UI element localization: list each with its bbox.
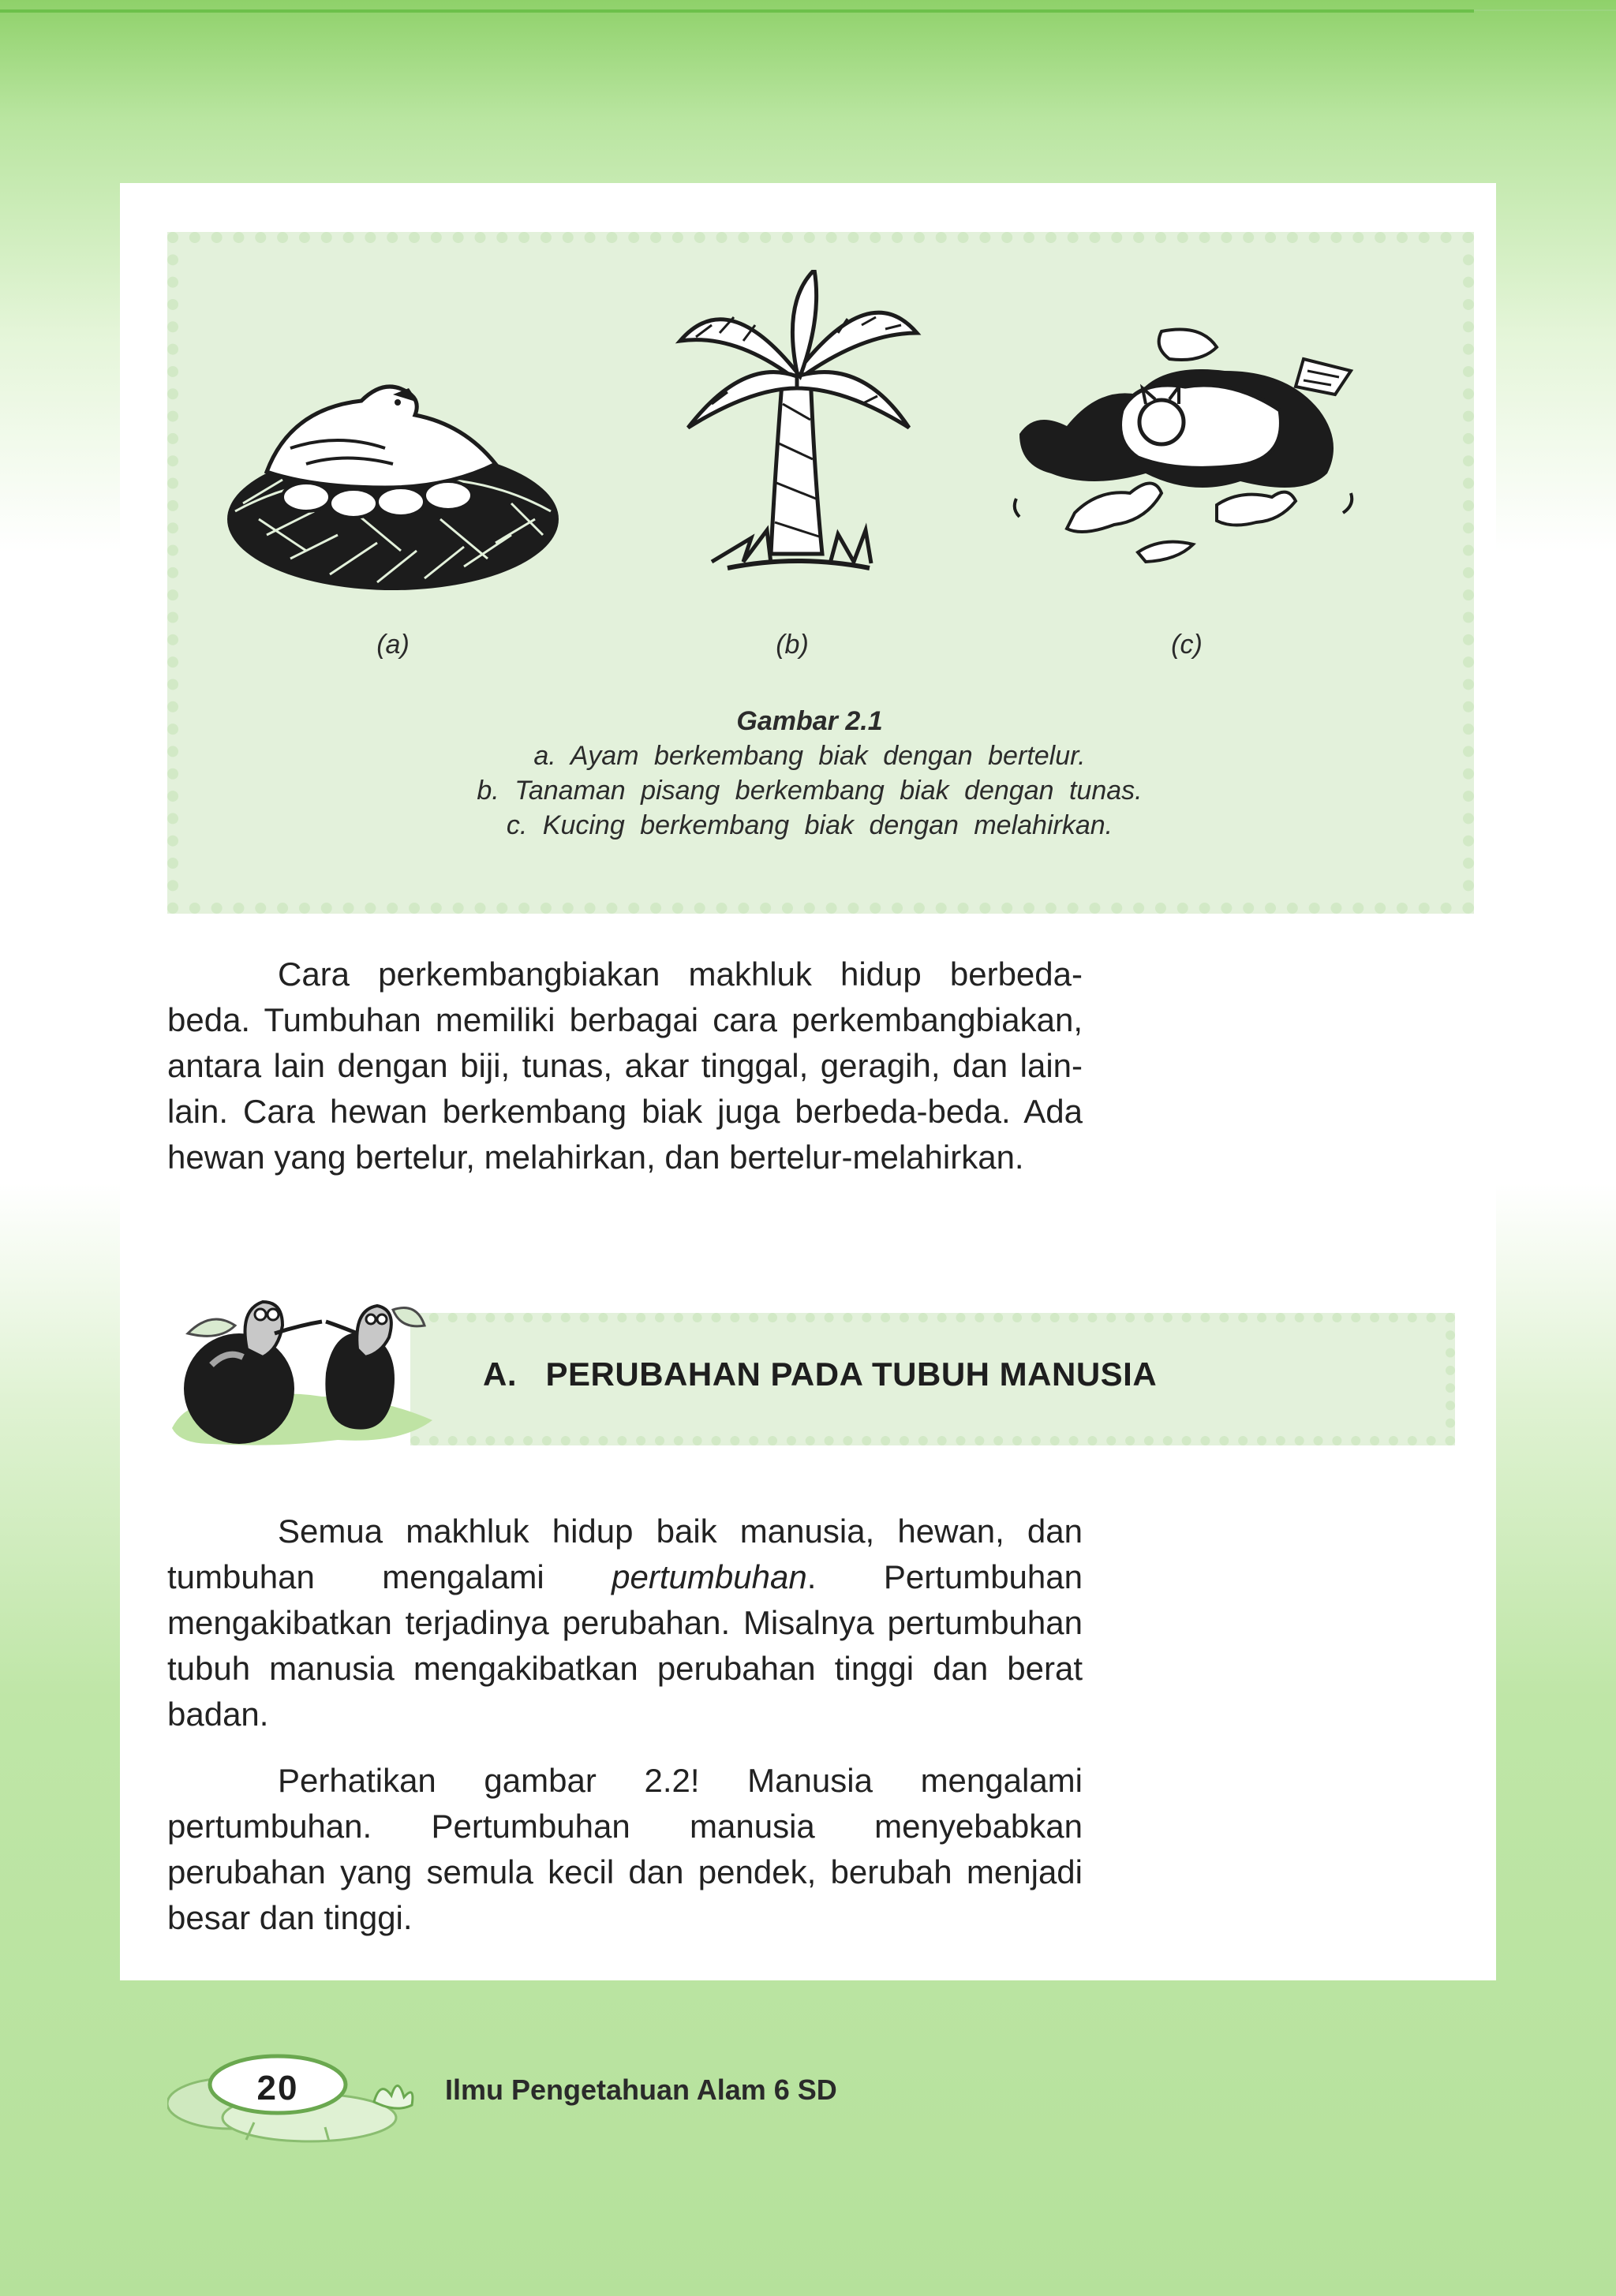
paragraph-reproduction (167, 952, 1083, 1180)
paragraph-growth-after: . Pertumbuhan mengakibatkan terjadinya perubahan. Misalnya pertumbuhan tubuh manusia mengakibatkan perubahan tinggi dan berat badan. (167, 1558, 1083, 1733)
section-title-text: PERUBAHAN PADA TUBUH MANUSIA (545, 1356, 1158, 1393)
paragraph-growth (167, 1509, 1083, 1737)
paragraph-reproduction-text: Cara perkembangbiakan makhluk hidup berbeda-beda. Tumbuhan memiliki berbagai cara perkembangbiakan, antara lain dengan biji, tunas, akar tinggal, geragih, dan lain-lain. Cara hewan berkembang biak juga berbeda-beda. Ada hewan yang bertelur, melahirkan, dan bertelur-melahirkan. (167, 955, 1083, 1176)
figure-caption (178, 704, 1441, 843)
figure-label-c: (c) (1171, 630, 1203, 660)
paragraph-figure-reference (167, 1758, 1083, 1941)
book-title: Ilmu Pengetahuan Alam 6 SD (445, 2074, 837, 2106)
banana-tree-illustration (664, 270, 933, 585)
caption-item-c: c. Kucing berkembang biak dengan melahirkan. (506, 810, 1113, 840)
cats-illustration (1004, 316, 1375, 576)
top-rule-tail (1474, 9, 1616, 11)
caption-title: Gambar 2.1 (736, 706, 883, 736)
section-title (483, 1356, 1157, 1393)
page-number: 20 (256, 2069, 299, 2107)
top-rule (0, 9, 1474, 13)
figure-label-b: (b) (776, 630, 809, 660)
figure-label-a: (a) (376, 630, 410, 660)
caption-item-b: b. Tanaman pisang berkembang biak dengan tunas. (477, 776, 1143, 806)
paragraph-growth-before: Semua makhluk hidup baik manusia, hewan, dan tumbuhan mengalami (167, 1513, 1083, 1595)
hen-nest-illustration (211, 353, 574, 606)
section-letter: A. (483, 1356, 517, 1393)
paragraph-figure-reference-text: Perhatikan gambar 2.2! Manusia mengalami pertumbuhan. Pertumbuhan manusia menyebabkan perubahan yang semula kecil dan pendek, berubah menjadi besar dan tinggi. (167, 1762, 1083, 1936)
seed-mascots-icon (164, 1278, 440, 1460)
paragraph-growth-emphasis: pertumbuhan (612, 1558, 807, 1595)
caption-item-a: a. Ayam berkembang biak dengan bertelur. (533, 741, 1086, 771)
